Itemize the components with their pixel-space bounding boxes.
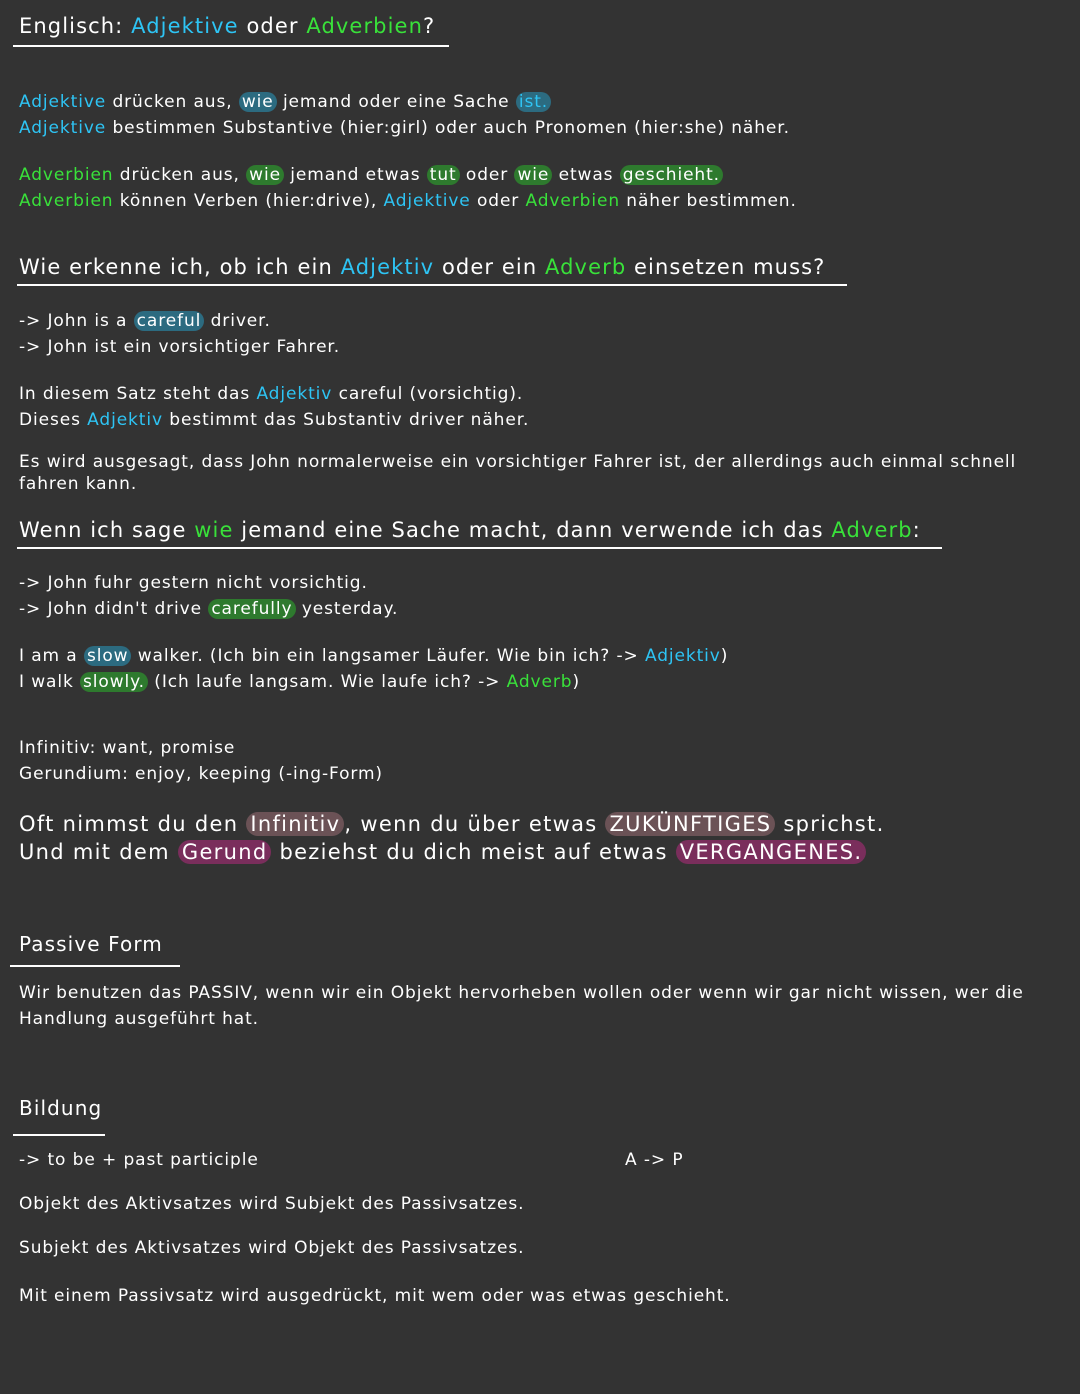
question-underline (17, 284, 847, 286)
bildung-underline (13, 1134, 105, 1136)
example-carefully: -> John fuhr gestern nicht vorsichtig. -> John didn't drive carefully yesterday. (19, 573, 399, 619)
passive-underline (10, 965, 180, 967)
explanation-note: Es wird ausgesagt, dass John normalerweise ein vorsichtiger Fahrer ist, der allerdings auch einmal schnell fahren kann. (19, 452, 1017, 494)
intro-paragraph-adverbien: Adverbien drücken aus, wie jemand etwas tut oder wie etwas geschieht. Adverbien können Verben (hier:drive), Adjektive oder Adverbien näher bestimmen. (19, 165, 797, 211)
question-heading: Wie erkenne ich, ob ich ein Adjektiv oder ein Adverb einsetzen muss? (19, 255, 826, 279)
example-careful: -> John is a careful driver. -> John ist ein vorsichtiger Fahrer. (19, 311, 341, 357)
title-underline (13, 45, 449, 47)
active-to-passive: A -> P (625, 1150, 684, 1170)
intro-paragraph-adjektive: Adjektive drücken aus, wie jemand oder eine Sache ist. Adjektive bestimmen Substantive (hier:girl) oder auch Pronomen (hier:she) näher. (19, 92, 790, 138)
passive-heading: Passive Form (19, 932, 163, 956)
explanation-adjektiv: In diesem Satz steht das Adjektiv careful (vorsichtig). Dieses Adjektiv bestimmt das Substantiv driver näher. (19, 384, 530, 430)
example-slow: I am a slow walker. (Ich bin ein langsamer Läufer. Wie bin ich? -> Adjektiv) I walk slowly. (Ich laufe langsam. Wie laufe ich? -> Adverb) (19, 646, 729, 692)
bildung-heading: Bildung (19, 1096, 103, 1120)
bildung-rule-subjekt: Subjekt des Aktivsatzes wird Objekt des Passivsatzes. (19, 1238, 525, 1258)
page-title: Englisch: Adjektive oder Adverbien? (19, 14, 436, 38)
infinitiv-gerundium: Infinitiv: want, promise Gerundium: enjoy, keeping (-ing-Form) (19, 738, 383, 784)
infinitiv-gerund-rule: Oft nimmst du den Infinitiv , wenn du über etwas ZUKÜNFTIGES sprichst. Und mit dem Gerund beziehst du dich meist auf etwas VERGANGENES. (19, 812, 885, 864)
bildung-rule-objekt: Objekt des Aktivsatzes wird Subjekt des Passivsatzes. (19, 1194, 525, 1214)
adverb-heading-underline (17, 547, 942, 549)
bildung-formula: -> to be + past participle (19, 1150, 259, 1170)
bildung-summary: Mit einem Passivsatz wird ausgedrückt, mit wem oder was etwas geschieht. (19, 1286, 731, 1306)
adverb-heading: Wenn ich sage wie jemand eine Sache macht, dann verwende ich das Adverb: (19, 518, 921, 542)
passive-description: Wir benutzen das PASSIV, wenn wir ein Objekt hervorheben wollen oder wenn wir gar nicht wissen, wer die Handlung ausgeführt hat. (19, 983, 1024, 1029)
